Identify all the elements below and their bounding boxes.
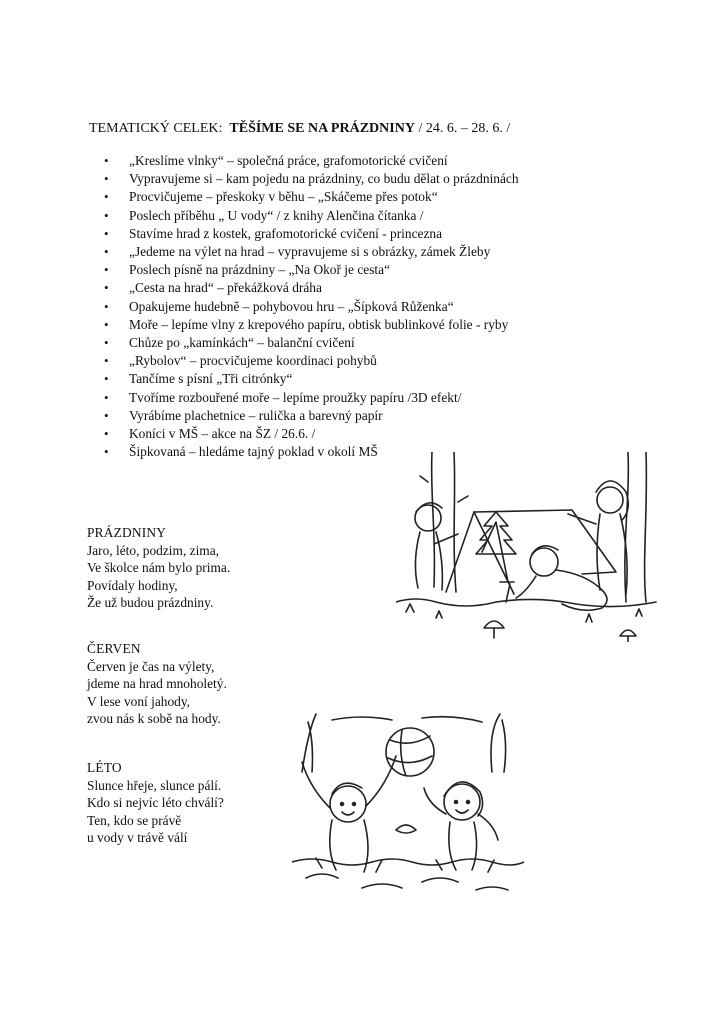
list-item: • Stavíme hrad z kostek, grafomotorické cvičení - princezna [104,225,519,243]
poem-title: LÉTO [87,760,122,775]
poem-line: Ve školce nám bylo prima. [87,560,231,575]
list-item: • „Rybolov“ – procvičujeme koordinaci pohybů [104,352,519,370]
list-item: • Koníci v MŠ – akce na ŠZ / 26.6. / [104,425,519,443]
poem-prazdniny [87,524,230,612]
poem-title: PRÁZDNINY [87,525,167,540]
poem-line: Slunce hřeje, slunce pálí. [87,777,222,793]
poem-leto [87,759,224,847]
theme-heading [89,121,510,137]
poem-line: Ten, kdo se právě [87,812,182,828]
poem-title: ČERVEN [87,641,141,656]
list-item: • Vyrábíme plachetnice – rulička a barevný papír [104,407,519,425]
poem-line: Jaro, léto, podzim, zima, [87,542,220,558]
list-item: • Tančíme s písní „Tři citrónky“ [104,370,519,388]
poem-line: Kdo si nejvíc léto chválí? [87,795,224,810]
list-item: • Vypravujeme si – kam pojedu na prázdniny, co budu dělat o prázdninách [104,170,519,188]
theme-prefix: TEMATICKÝ CELEK: [89,121,223,136]
poem-cerven [87,640,227,728]
list-item: • Opakujeme hudebně – pohybovou hru – „Šípková Růženka“ [104,298,519,316]
list-item: • Tvoříme rozbouřené moře – lepíme proužky papíru /3D efekt/ [104,389,519,407]
poem-line: Červen je čas na výlety, [87,658,215,674]
poem-line: Povídaly hodiny, [87,577,178,593]
activity-list [104,152,519,461]
poem-line: zvou nás k sobě na hody. [87,711,221,726]
poem-line: u vody v trávě válí [87,830,188,845]
camping-tent-illustration [396,452,666,642]
list-item: • Šipkovaná – hledáme tajný poklad v okolí MŠ [104,443,519,461]
poem-line: jdeme na hrad mnoholetý. [87,676,227,691]
water-play-illustration [292,712,524,904]
theme-dates: / 24. 6. – 28. 6. / [418,121,511,136]
poem-line: V lese voní jahody, [87,693,191,709]
list-item: • Procvičujeme – přeskoky v běhu – „Skáčeme přes potok“ [104,188,519,206]
poem-line: Že už budou prázdniny. [87,595,214,610]
list-item: • Moře – lepíme vlny z krepového papíru, obtisk bublinkové folie - ryby [104,316,519,334]
list-item: • „Cesta na hrad“ – překážková dráha [104,279,519,297]
list-item: • Chůze po „kamínkách“ – balanční cvičení [104,334,519,352]
list-item: • „Kreslíme vlnky“ – společná práce, grafomotorické cvičení [104,152,519,170]
list-item: • Poslech příběhu „ U vody“ / z knihy Alenčina čítanka / [104,207,519,225]
list-item: • Poslech písně na prázdniny – „Na Okoř je cesta“ [104,261,519,279]
theme-title: TĚŠÍME SE NA PRÁZDNINY [229,121,415,136]
list-item: • „Jedeme na výlet na hrad – vypravujeme si s obrázky, zámek Žleby [104,243,519,261]
